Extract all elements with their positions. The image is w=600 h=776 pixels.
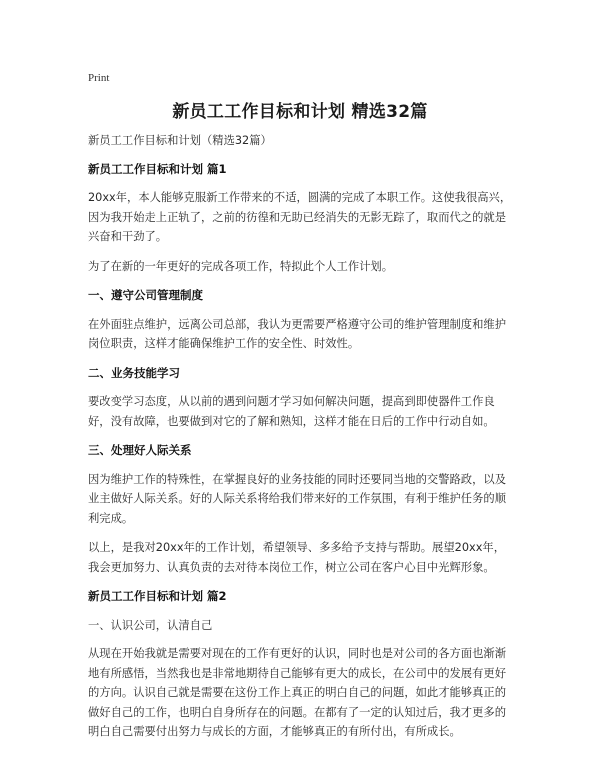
subsection-heading: 一、认识公司，认清自己 [88,618,213,632]
print-label: Print [88,72,110,84]
paragraph: 以上，是我对20xx年的工作计划，希望领导、多多给予支持与帮助。展望20xx年，我会更加努力、认真负责的去对待本岗位工作，树立公司在客户心目中光辉形象。 [88,541,505,574]
paragraph: 要改变学习态度，从以前的遇到问题才学习如何解决问题，提高到即使器件工作良好，没有故障，也要做到对它的了解和熟知，这样才能在日后的工作中行动自如。 [88,395,495,428]
paragraph: 从现在开始我就是需要对现在的工作有更好的认识，同时也是对公司的各方面也渐渐地有所感悟，当然我也是非常地期待自己能够有更大的成长，在公司中的发展有更好的方向。认识自己就是需要在这份工作上真正的明白自己的问题，如此才能够真正的做好自己的工作，也明白自身所存在的问题。在都有了一定的认知过后，我才更多的明白自己需要付出努力与成长的方面，才能够真正的有所付出，有所成长。 [88,647,506,738]
paragraph: 因为维护工作的特殊性，在掌握良好的业务技能的同时还要同当地的交警路政，以及业主做好人际关系。好的人际关系将给我们带来好的工作氛围，有利于维护任务的顺利完成。 [88,472,506,525]
section-heading-2: 新员工工作目标和计划 篇2 [88,589,227,603]
document-body [88,131,516,752]
subsection-heading: 一、遵守公司管理制度 [88,288,203,302]
subsection-heading: 三、处理好人际关系 [88,443,192,457]
paragraph: 20xx年，本人能够克服新工作带来的不适，圆满的完成了本职工作。这使我很高兴，因为我开始走上正轨了，之前的彷徨和无助已经消失的无影无踪了，取而代之的就是兴奋和干劲了。 [88,191,512,243]
paragraph: 为了在新的一年更好的完成各项工作，特拟此个人工作计划。 [88,259,394,273]
document-subtitle: 新员工工作目标和计划（精选32篇） [88,134,272,147]
section-heading-1: 新员工工作目标和计划 篇1 [88,161,227,176]
paragraph: 在外面驻点维护，远离公司总部，我认为更需要严格遵守公司的维护管理制度和维护岗位职责，这样才能确保维护工作的安全性、时效性。 [88,317,506,350]
page-title: 新员工工作目标和计划 精选32篇 [172,102,428,122]
subsection-heading: 二、业务技能学习 [88,365,180,380]
